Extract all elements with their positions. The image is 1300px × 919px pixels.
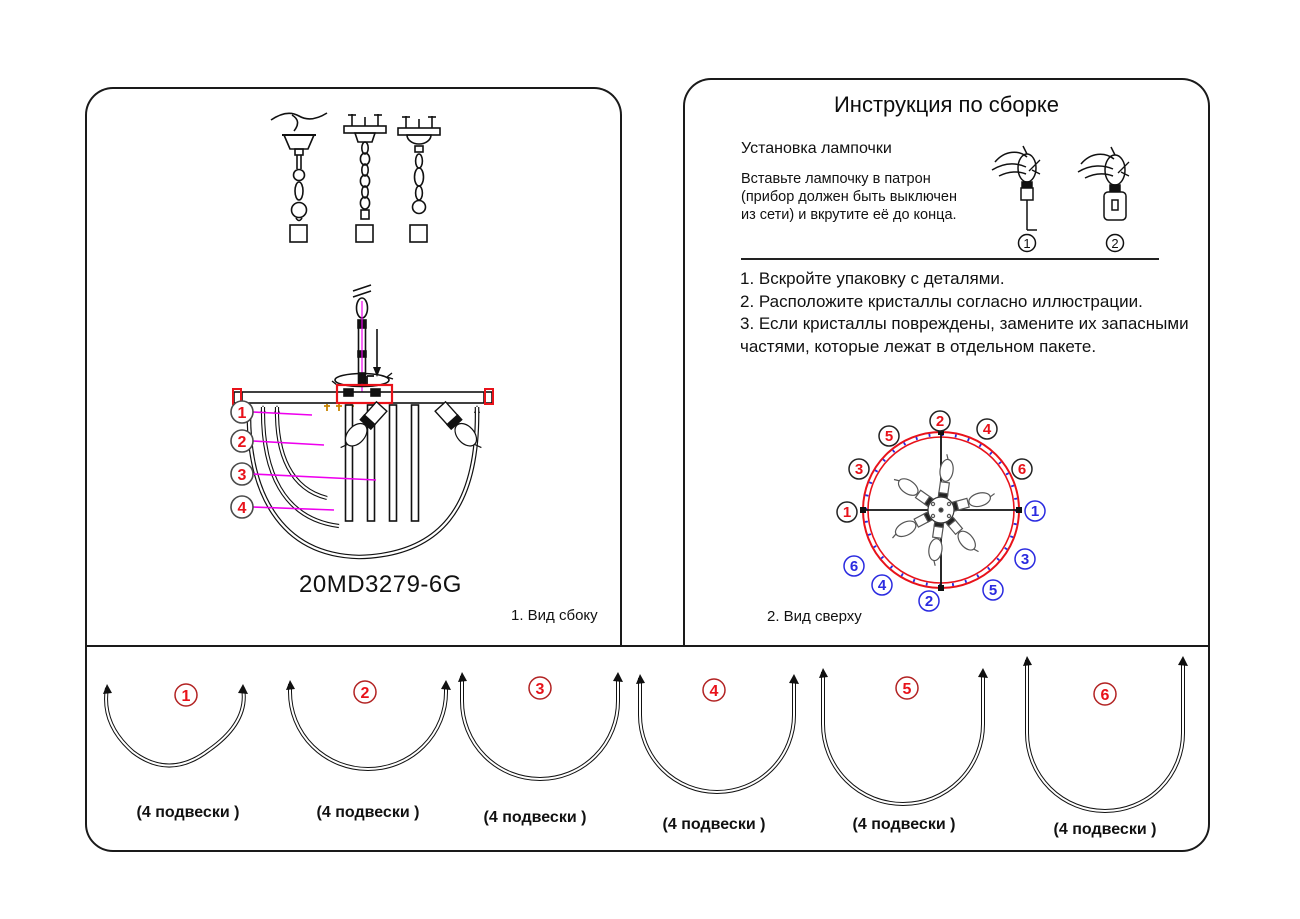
tv-red-3: 3: [854, 461, 864, 478]
pendant-label: (4 подвески ): [316, 804, 420, 821]
pendant-number: 2: [360, 685, 370, 702]
section-divider: [741, 258, 1159, 260]
tv-red-2: 2: [935, 413, 945, 430]
pendant-number: 3: [535, 681, 545, 698]
candle-left: [337, 401, 388, 455]
fig-number-2: 2: [1111, 236, 1119, 251]
bulb-install-figures: [977, 138, 1159, 258]
tv-red-6: 6: [1017, 461, 1027, 478]
top-view-caption: 2. Вид сверху: [767, 608, 862, 625]
fig-number-1: 1: [1023, 236, 1031, 251]
side-view-panel: [85, 87, 622, 645]
pendant-number: 1: [181, 688, 191, 705]
tv-red-4: 4: [982, 421, 992, 438]
tv-red-5: 5: [884, 428, 894, 445]
step-2: 2. Расположите кристаллы согласно иллюстрации.: [740, 291, 1143, 311]
pendant-item-1: [93, 664, 283, 834]
pendant-label: (4 подвески ): [852, 816, 956, 833]
mount-variant-1: [271, 113, 327, 242]
pendant-number: 4: [709, 683, 719, 700]
instructions-panel: [683, 78, 1210, 645]
tv-blue-3: 3: [1020, 551, 1030, 568]
tv-blue-4: 4: [877, 577, 887, 594]
part-number-1: 1: [237, 405, 247, 422]
bulb-figure-2: [1078, 147, 1129, 252]
pendant-number: 6: [1100, 687, 1110, 704]
part-number-4: 4: [237, 500, 247, 517]
tv-blue-6: 6: [849, 558, 859, 575]
lamp-section-text: Вставьте лампочку в патрон (прибор должен быть выключен из сети) и вкрутите её до конца.: [741, 171, 957, 223]
page-title: Инструкция по сборке: [833, 92, 1059, 117]
lamp-section-heading: Установка лампочки: [741, 140, 892, 157]
pendant-label: (4 подвески ): [483, 809, 587, 826]
pendant-number: 5: [902, 681, 912, 698]
pendant-label: (4 подвески ): [1053, 821, 1157, 838]
part-number-2: 2: [237, 434, 247, 451]
mount-variant-3: [398, 116, 440, 242]
part-number-3: 3: [237, 467, 247, 484]
straight-rods: [346, 405, 419, 521]
tv-blue-2: 2: [924, 593, 934, 610]
pendant-label: (4 подвески ): [662, 816, 766, 833]
top-view-diagram: [817, 408, 1065, 622]
pendant-label: (4 подвески ): [136, 804, 240, 821]
step-3: 3. Если кристаллы повреждены, замените их запасными частями, которые лежат в отдельном пакете.: [740, 314, 1189, 356]
step-1: 1. Вскройте упаковку с деталями.: [740, 269, 1005, 288]
model-number: 20MD3279-6G: [299, 571, 462, 598]
bulb-figure-1: [992, 146, 1040, 252]
tv-red-1: 1: [842, 504, 852, 521]
assembly-steps: [740, 268, 1195, 358]
chandelier-side-view-drawing: [87, 89, 619, 564]
pendant-item-3: [445, 656, 635, 831]
pendants-panel: [85, 645, 1210, 852]
tv-blue-1: 1: [1030, 503, 1040, 520]
pendant-item-6: [1010, 646, 1200, 841]
pendant-item-2: [273, 662, 463, 832]
mount-variant-2: [344, 114, 386, 242]
tv-blue-5: 5: [988, 582, 998, 599]
crossbar: [233, 373, 493, 404]
pendant-item-4: [622, 658, 812, 833]
side-view-caption: 1. Вид сбоку: [511, 607, 598, 624]
pendant-item-5: [807, 654, 1002, 834]
